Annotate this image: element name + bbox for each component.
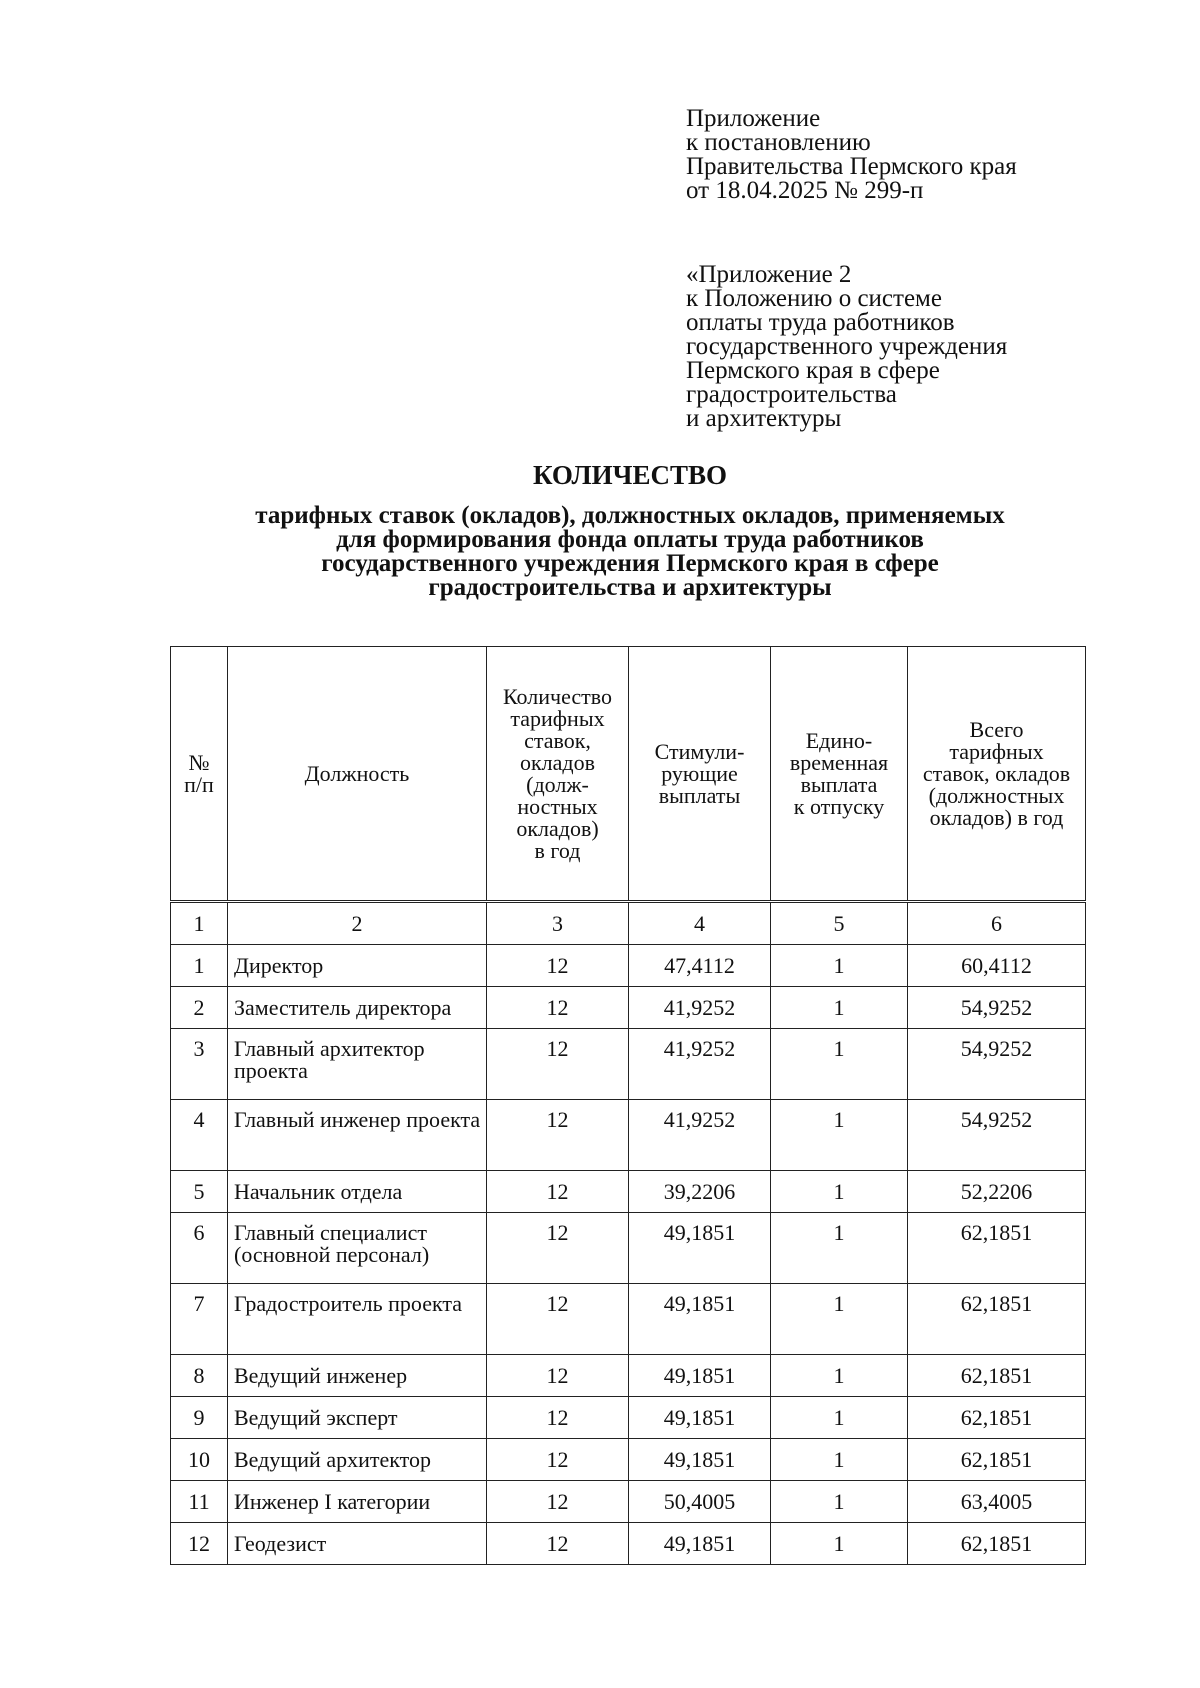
total-value: 62,1851 [908, 1397, 1086, 1439]
row-number: 6 [171, 1213, 228, 1284]
table-row [171, 1100, 1086, 1171]
appendix2-line: градостроительства [686, 381, 897, 408]
header-line: Стимули- [654, 738, 745, 764]
header-line: выплаты [658, 782, 741, 808]
rate-count: 12 [487, 945, 629, 987]
incentive-value: 49,1851 [629, 1523, 771, 1565]
header-line: окладов [519, 749, 595, 775]
subtitle-line: тарифных ставок (окладов), должностных окладов, применяемых [255, 502, 1005, 529]
row-number: 5 [171, 1171, 228, 1213]
document-title: КОЛИЧЕСТВО [532, 460, 728, 490]
table-row [171, 1355, 1086, 1397]
total-value: 62,1851 [908, 1523, 1086, 1565]
rate-count: 12 [487, 1284, 629, 1355]
position-name: Директор [228, 945, 487, 987]
vacation-payment: 1 [771, 1481, 908, 1523]
vacation-payment: 1 [771, 1100, 908, 1171]
total-value: 62,1851 [908, 1284, 1086, 1355]
incentive-value: 49,1851 [629, 1355, 771, 1397]
incentive-value: 39,2206 [629, 1171, 771, 1213]
vacation-payment: 1 [771, 1029, 908, 1100]
subtitle-line: градостроительства и архитектуры [428, 574, 832, 601]
position-name: Ведущий инженер [228, 1355, 487, 1397]
header-line: № [188, 749, 210, 775]
column-number: 2 [228, 902, 487, 945]
rate-count: 12 [487, 1100, 629, 1171]
table-header-row [171, 647, 1086, 902]
appendix2-header [686, 263, 1007, 431]
header-line: ставок, [524, 727, 591, 753]
position-name: Ведущий архитектор [228, 1439, 487, 1481]
position-name: Главный специалист (основной персонал) [228, 1213, 487, 1284]
rate-count: 12 [487, 987, 629, 1029]
header-line: Всего [969, 716, 1024, 742]
vacation-payment: 1 [771, 1213, 908, 1284]
header-total [908, 647, 1086, 902]
row-number: 4 [171, 1100, 228, 1171]
total-value: 60,4112 [908, 945, 1086, 987]
vacation-payment: 1 [771, 987, 908, 1029]
row-number: 3 [171, 1029, 228, 1100]
incentive-value: 49,1851 [629, 1284, 771, 1355]
position-name: Ведущий эксперт [228, 1397, 487, 1439]
header-rate-count [487, 647, 629, 902]
header-line: Должность [304, 760, 410, 786]
rate-count: 12 [487, 1213, 629, 1284]
column-number: 4 [629, 902, 771, 945]
header-line: п/п [184, 771, 214, 797]
column-number: 1 [171, 902, 228, 945]
header-line: к отпуску [793, 793, 885, 819]
vacation-payment: 1 [771, 1171, 908, 1213]
header-line: Количество [502, 683, 613, 709]
position-name: Главный инженер проекта [228, 1100, 487, 1171]
header-number [171, 647, 228, 902]
rate-count: 12 [487, 1481, 629, 1523]
vacation-payment: 1 [771, 1284, 908, 1355]
header-line: тарифных [510, 705, 605, 731]
incentive-value: 49,1851 [629, 1397, 771, 1439]
header-line: в год [534, 837, 581, 863]
rate-count: 12 [487, 1171, 629, 1213]
table-row [171, 1171, 1086, 1213]
header-line: (долж- [526, 771, 589, 797]
total-value: 62,1851 [908, 1355, 1086, 1397]
subtitle-line: государственного учреждения Пермского края в сфере [321, 550, 939, 577]
appendix2-line: Пермского края в сфере [686, 357, 940, 384]
vacation-payment: 1 [771, 1355, 908, 1397]
header-line: окладов) в год [929, 804, 1064, 830]
appendix2-line: «Приложение 2 [686, 261, 852, 288]
total-value: 54,9252 [908, 1029, 1086, 1100]
appendix-line: Приложение [686, 105, 821, 132]
row-number: 9 [171, 1397, 228, 1439]
total-value: 54,9252 [908, 1100, 1086, 1171]
row-number: 8 [171, 1355, 228, 1397]
header-incentive [629, 647, 771, 902]
rate-count: 12 [487, 1439, 629, 1481]
rate-count: 12 [487, 1523, 629, 1565]
column-number-row [171, 902, 1086, 945]
table-row [171, 1439, 1086, 1481]
vacation-payment: 1 [771, 1397, 908, 1439]
incentive-value: 41,9252 [629, 987, 771, 1029]
incentive-value: 49,1851 [629, 1213, 771, 1284]
table-row [171, 1213, 1086, 1284]
rate-count: 12 [487, 1355, 629, 1397]
row-number: 12 [171, 1523, 228, 1565]
rate-count: 12 [487, 1397, 629, 1439]
header-vacation-payment [771, 647, 908, 902]
row-number: 1 [171, 945, 228, 987]
table-row [171, 987, 1086, 1029]
position-name: Главный архитектор проекта [228, 1029, 487, 1100]
appendix2-line: государственного учреждения [686, 333, 1008, 360]
position-name: Градостроитель проекта [228, 1284, 487, 1355]
table-body [171, 945, 1086, 1565]
position-name: Геодезист [228, 1523, 487, 1565]
header-line: окладов) [516, 815, 599, 841]
row-number: 11 [171, 1481, 228, 1523]
incentive-value: 49,1851 [629, 1439, 771, 1481]
incentive-value: 50,4005 [629, 1481, 771, 1523]
appendix2-line: оплаты труда работников [686, 309, 955, 336]
column-number: 3 [487, 902, 629, 945]
document-subtitle [0, 504, 1200, 600]
header-line: ставок, окладов [922, 760, 1071, 786]
incentive-value: 41,9252 [629, 1029, 771, 1100]
header-line: выплата [800, 771, 878, 797]
incentive-value: 41,9252 [629, 1100, 771, 1171]
table-row [171, 945, 1086, 987]
table-row [171, 1481, 1086, 1523]
appendix-line: от 18.04.2025 № 299-п [686, 177, 924, 204]
header-position [228, 647, 487, 902]
position-name: Начальник отдела [228, 1171, 487, 1213]
total-value: 54,9252 [908, 987, 1086, 1029]
appendix-line: Правительства Пермского края [686, 153, 1017, 180]
total-value: 63,4005 [908, 1481, 1086, 1523]
header-line: ностных [517, 793, 598, 819]
row-number: 2 [171, 987, 228, 1029]
position-name: Инженер I категории [228, 1481, 487, 1523]
header-line: временная [789, 749, 889, 775]
appendix-line: к постановлению [686, 129, 871, 156]
total-value: 62,1851 [908, 1439, 1086, 1481]
header-line: рующие [661, 760, 738, 786]
row-number: 7 [171, 1284, 228, 1355]
vacation-payment: 1 [771, 1523, 908, 1565]
header-line: (должностных [928, 782, 1065, 808]
table-row [171, 1284, 1086, 1355]
column-number: 6 [908, 902, 1086, 945]
table-row [171, 1029, 1086, 1100]
header-line: Едино- [805, 727, 873, 753]
table-row [171, 1397, 1086, 1439]
total-value: 62,1851 [908, 1213, 1086, 1284]
header-line: тарифных [949, 738, 1044, 764]
row-number: 10 [171, 1439, 228, 1481]
vacation-payment: 1 [771, 945, 908, 987]
appendix2-line: и архитектуры [686, 405, 842, 432]
appendix2-line: к Положению о системе [686, 285, 942, 312]
subtitle-line: для формирования фонда оплаты труда работников [336, 526, 924, 553]
salary-table [170, 646, 1086, 1565]
position-name: Заместитель директора [228, 987, 487, 1029]
incentive-value: 47,4112 [629, 945, 771, 987]
appendix-header [686, 107, 1017, 203]
total-value: 52,2206 [908, 1171, 1086, 1213]
column-number: 5 [771, 902, 908, 945]
table-row [171, 1523, 1086, 1565]
rate-count: 12 [487, 1029, 629, 1100]
vacation-payment: 1 [771, 1439, 908, 1481]
